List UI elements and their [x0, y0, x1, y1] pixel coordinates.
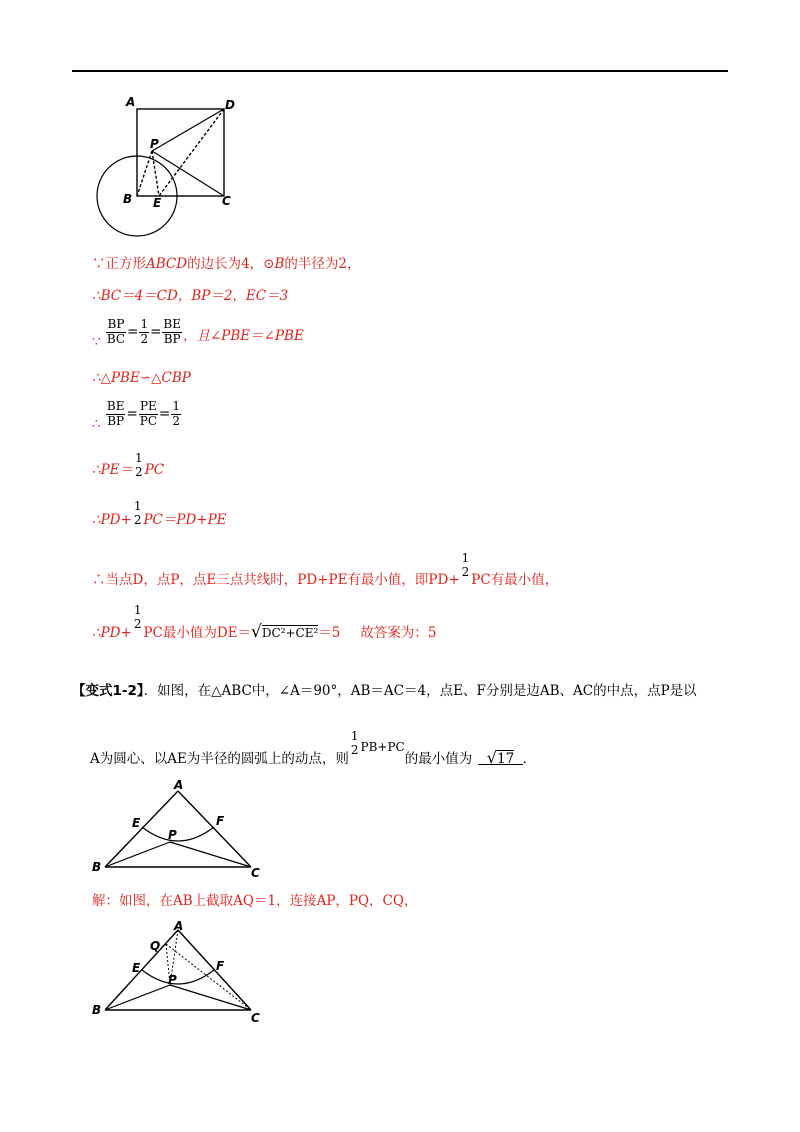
text: PC＝PD+PE [143, 512, 227, 528]
fraction: $\frac{1}{2}$ [172, 399, 180, 428]
text: ． [522, 751, 537, 767]
point-label-c: C [251, 866, 260, 880]
because-symbol: ∵ [92, 333, 101, 350]
text: ＝5 [318, 625, 341, 641]
variant-line-2 [90, 729, 537, 767]
fraction: $\frac{BE}{BP}$ [163, 317, 181, 346]
solution-line-5: ∴ $\frac{BE}{BP}$ = $\frac{PE}{PC}$ = $\frac{1}{2}$ [92, 399, 180, 432]
point-label-b: B [92, 860, 102, 874]
fraction: $\frac{BE}{BP}$ [106, 399, 125, 428]
text: 的半径为2， [284, 256, 361, 272]
fraction-half: 1 2 [461, 551, 470, 579]
text: 的最小值为 [404, 751, 473, 767]
equals: = [150, 323, 162, 340]
text: ∴当点D，点P，点E三点共线时，PD+PE有最小值，即PD+ [92, 572, 460, 588]
solution-line-3 [92, 317, 304, 350]
text: ∵正方形 [92, 256, 146, 272]
point-label-p: P [168, 973, 177, 987]
text: A为圆心、以AE为半径的圆弧上的动点，则 [90, 751, 349, 767]
therefore-symbol: ∴ [92, 415, 101, 432]
solution-line-7 [92, 500, 227, 528]
answer-blank: √17 [486, 748, 515, 767]
text: PC有最小值， [471, 572, 559, 588]
text: 的边长为4，⊙ [187, 256, 275, 272]
fraction-half: 1 2 [135, 451, 143, 479]
text: ∴PD+ [92, 512, 132, 528]
variant-tag: 【变式1-2】 [72, 683, 144, 699]
text: B [274, 256, 285, 272]
point-label-p: P [150, 137, 159, 151]
point-label-a: A [126, 95, 136, 109]
point-label-a: A [174, 919, 184, 933]
variant-line-1 [72, 685, 697, 699]
solution-line-2: ∴BC＝4＝CD，BP＝2，EC＝3 [92, 288, 289, 304]
figure-triangle-construction [88, 918, 278, 1028]
point-label-c: C [222, 194, 231, 208]
solution-line-9 [92, 603, 437, 642]
solution-line-6 [92, 452, 164, 480]
point-label-p: P [168, 828, 177, 842]
header-rule [72, 70, 728, 72]
figure-square-circle [90, 92, 250, 242]
point-label-b: B [92, 1003, 102, 1017]
text: ∴PD+ [92, 625, 132, 641]
point-label-e: E [132, 961, 141, 975]
fraction-half: 1 2 [133, 499, 142, 527]
point-label-a: A [174, 778, 184, 792]
solution-line-1 [92, 258, 361, 272]
text: PC最小值为DE＝ [143, 625, 252, 641]
point-label-c: C [251, 1011, 260, 1025]
expression: PB+PC [360, 740, 405, 754]
point-label-d: D [225, 98, 235, 112]
variant-text: ．如图，在△ABC中，∠A＝90°，AB＝AC＝4，点E、F分别是边AB、AC的中点，点P是以 [143, 683, 697, 699]
point-label-e: E [132, 816, 141, 830]
solution2-line: 解：如图，在AB上截取AQ＝1，连接AP，PQ，CQ， [92, 893, 418, 909]
solution-line-4: ∴△PBE∽△CBP [92, 370, 191, 386]
equals: = [127, 323, 139, 340]
fraction: $\frac{1}{2}$ [140, 317, 149, 346]
text: ∴PE＝ [92, 462, 134, 478]
sqrt-sign: √ [251, 622, 262, 642]
point-label-q: Q [150, 939, 161, 953]
point-label-b: B [123, 192, 133, 206]
text: PC [144, 462, 165, 478]
point-label-f: F [216, 959, 225, 973]
fraction: $\frac{PE}{PC}$ [139, 399, 158, 428]
text: ，且∠PBE＝∠PBE [182, 327, 304, 344]
solution-line-8 [92, 551, 559, 588]
fraction: $\frac{BP}{BC}$ [106, 317, 126, 346]
fraction-half: 1 2 [133, 603, 142, 631]
fraction-half: 1 2 [350, 729, 359, 757]
figure-triangle-arc [88, 775, 278, 885]
point-label-e: E [153, 196, 162, 210]
answer-value: 17 [497, 751, 515, 767]
sqrt-content: DC²+CE² [261, 626, 319, 640]
text: ABCD [146, 256, 188, 272]
point-label-f: F [216, 814, 225, 828]
answer-text: 故答案为：5 [360, 625, 437, 641]
